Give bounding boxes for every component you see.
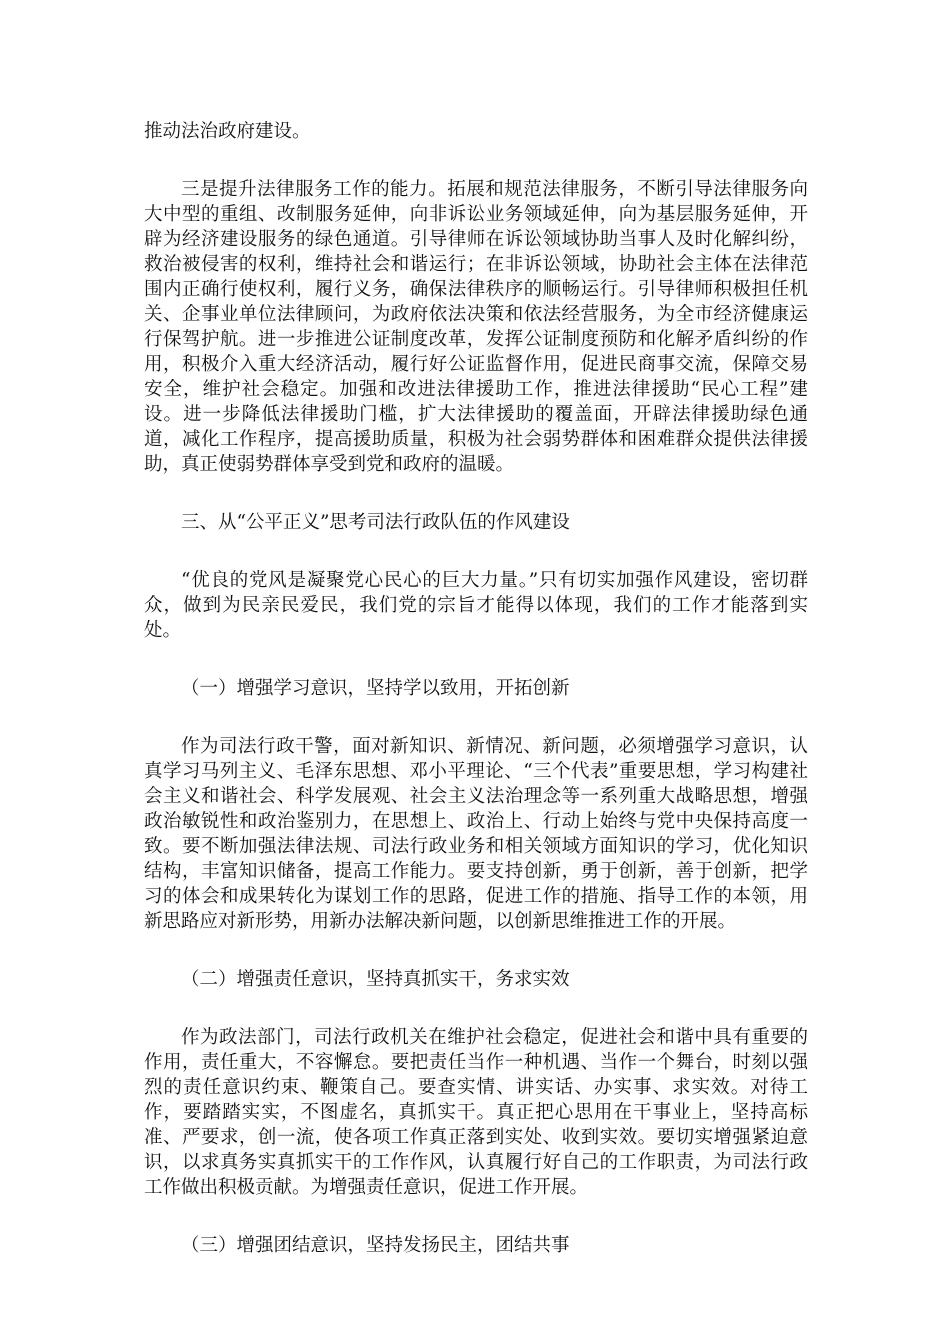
subheading-2: （二）增强责任意识，坚持真抓实干，务求实效: [181, 969, 570, 990]
paragraph-responsibility: 作为政法部门，司法行政机关在维护社会稳定，促进社会和谐中具有重要的作用，责任重大，不容懈怠。要把责任当作一种机遇、当作一个舞台，时刻以强烈的责任意识约束、鞭策自己。要查实情、讲实话、办实事、求实效。对待工作，要踏踏实实，不图虚名，真抓实干。真正把心思用在干事业上，坚持高标准、严要求，创一流，使各项工作真正落到实处、收到实效。要切实增强紧迫意识，以求真务实真抓实干的工作作风，认真履行好自己的工作职责，为司法行政工作做出积极贡献。为增强责任意识，促进工作开展。: [144, 1027, 808, 1198]
subheading-1: （一）增强学习意识，坚持学以致用，开拓创新: [181, 678, 570, 699]
subheading-3: （三）增强团结意识，坚持发扬民主，团结共事: [181, 1235, 570, 1256]
section-heading-3: 三、从“公平正义”思考司法行政队伍的作风建设: [181, 512, 570, 533]
document-page: [144, 119, 808, 1291]
paragraph-continuation: 推动法治政府建设。: [144, 121, 311, 142]
paragraph-party-style: “优良的党风是凝聚党心民心的巨大力量。”只有切实加强作风建设，密切群众，做到为民亲民爱民，我们党的宗旨才能得以体现，我们的工作才能落到实处。: [144, 570, 808, 641]
paragraph-legal-services: 三是提升法律服务工作的能力。拓展和规范法律服务，不断引导法律服务向大中型的重组、改制服务延伸，向非诉讼业务领域延伸，向为基层服务延伸，开辟为经济建设服务的绿色通道。引导律师在诉讼领域协助当事人及时化解纠纷，救治被侵害的权利，维持社会和谐运行；在非诉讼领域，协助社会主体在法律范围内正确行使权利，履行义务，确保法律秩序的顺畅运行。引导律师积极担任机关、企事业单位法律顾问，为政府依法决策和依法经营服务，为全市经济健康运行保驾护航。进一步推进公证制度改革，发挥公证制度预防和化解矛盾纠纷的作用，积极介入重大经济活动，履行好公证监督作用，促进民商事交流，保障交易安全，维护社会稳定。加强和改进法律援助工作，推进法律援助“民心工程”建设。进一步降低法律援助门槛，扩大法律援助的覆盖面，开辟法律援助绿色通道，减化工作程序，提高援助质量，积极为社会弱势群体和困难群众提供法律援助，真正使弱势群体享受到党和政府的温暖。: [144, 179, 808, 475]
paragraph-learning: 作为司法行政干警，面对新知识、新情况、新问题，必须增强学习意识，认真学习马列主义、毛泽东思想、邓小平理论、“三个代表”重要思想，学习构建社会主义和谐社会、科学发展观、社会主义法治理念等一系列重大战略思想，增强政治敏锐性和政治鉴别力，在思想上、政治上、行动上始终与党中央保持高度一致。要不断加强法律法规、司法行政业务和相关领域方面知识的学习，优化知识结构，丰富知识储备，提高工作能力。要支持创新，勇于创新，善于创新，把学习的体会和成果转化为谋划工作的思路，促进工作的措施、指导工作的本领，用新思路应对新形势，用新办法解决新问题，以创新思维推进工作的开展。: [144, 736, 808, 932]
